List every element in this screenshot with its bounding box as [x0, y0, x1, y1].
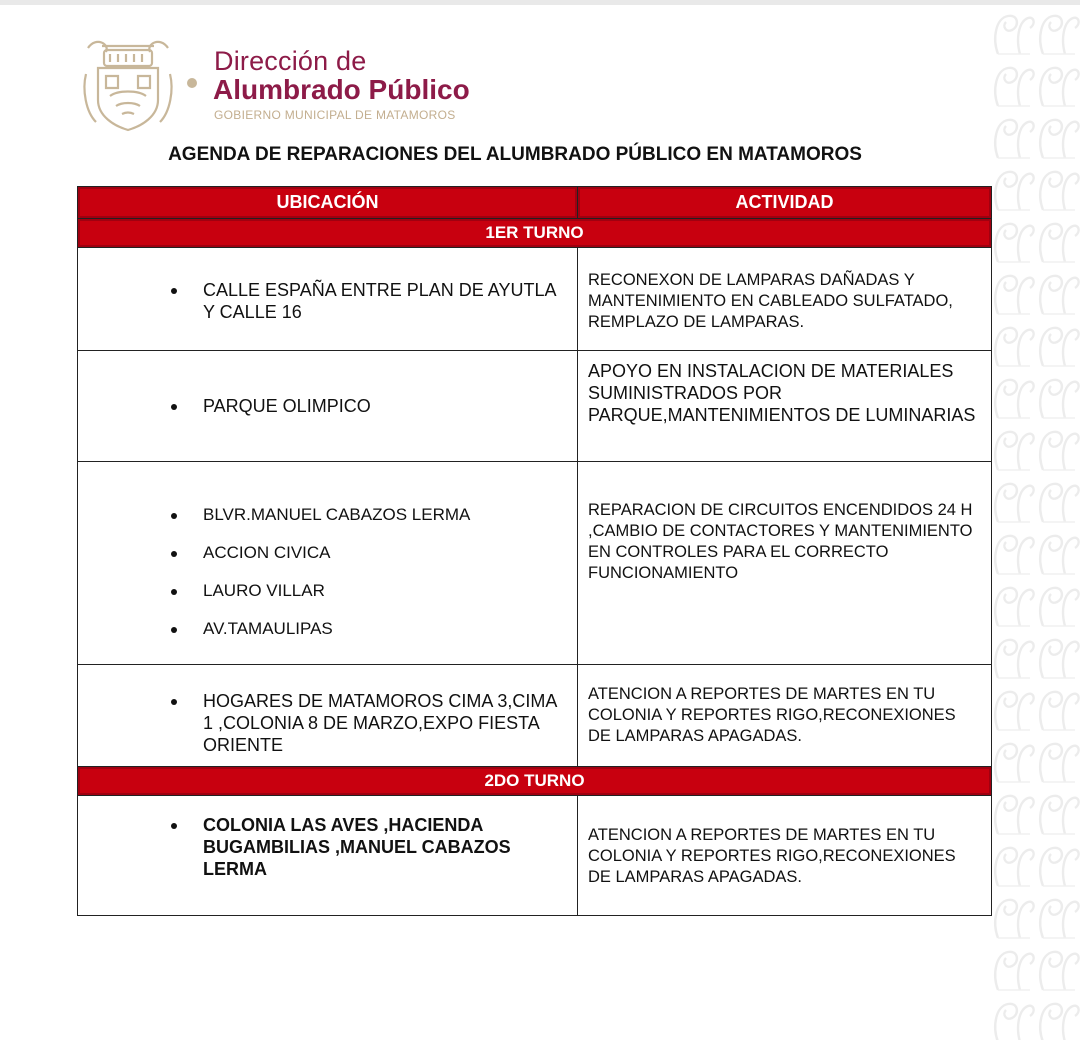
location-cell — [78, 665, 578, 766]
activity-cell: ATENCION A REPORTES DE MARTES EN TU COLONIA Y REPORTES RIGO,RECONEXIONES DE LAMPARAS APAGADAS. — [588, 826, 956, 886]
brand-title-line1: Dirección de — [214, 46, 367, 76]
logo-separator-dot — [187, 78, 197, 88]
activity-cell: RECONEXON DE LAMPARAS DAÑADAS Y MANTENIMIENTO EN CABLEADO SULFATADO, REMPLAZO DE LAMPARAS. — [588, 271, 953, 331]
location-cell — [78, 351, 578, 461]
location-item: LAURO VILLAR — [203, 580, 565, 602]
brand-subtitle: GOBIERNO MUNICIPAL DE MATAMOROS — [214, 108, 456, 122]
table-row — [78, 665, 991, 767]
header-actividad: ACTIVIDAD — [578, 187, 991, 218]
location-cell — [78, 248, 578, 350]
repair-schedule-table — [77, 186, 992, 916]
location-item: HOGARES DE MATAMOROS CIMA 3,CIMA 1 ,COLONIA 8 DE MARZO,EXPO FIESTA ORIENTE — [203, 690, 565, 756]
document-title: AGENDA DE REPARACIONES DEL ALUMBRADO PÚBLICO EN MATAMOROS — [168, 144, 862, 165]
activity-cell: REPARACION DE CIRCUITOS ENCENDIDOS 24 H ,CAMBIO DE CONTACTORES Y MANTENIMIENTO EN CONTROLES PARA EL CORRECTO FUNCIONAMIENTO — [588, 501, 973, 582]
turno-2-band: 2DO TURNO — [78, 767, 991, 796]
header-ubicacion: UBICACIÓN — [78, 187, 578, 218]
location-item: CALLE ESPAÑA ENTRE PLAN DE AYUTLA Y CALLE 16 — [203, 279, 565, 323]
location-item: PARQUE OLIMPICO — [203, 395, 565, 417]
location-item: AV.TAMAULIPAS — [203, 618, 565, 640]
location-item: BLVR.MANUEL CABAZOS LERMA — [203, 504, 565, 526]
table-row — [78, 796, 991, 915]
location-item: ACCION CIVICA — [203, 542, 565, 564]
table-header-row — [78, 187, 991, 219]
activity-cell: APOYO EN INSTALACION DE MATERIALES SUMINISTRADOS POR PARQUE,MANTENIMIENTOS DE LUMINARIAS — [588, 361, 976, 425]
location-cell — [78, 796, 578, 915]
brand-title-line2: Alumbrado Público — [213, 74, 470, 105]
location-item: COLONIA LAS AVES ,HACIENDA BUGAMBILIAS ,MANUEL CABAZOS LERMA — [203, 814, 565, 880]
turno-1-band: 1ER TURNO — [78, 219, 991, 248]
table-row — [78, 351, 991, 462]
activity-cell: ATENCION A REPORTES DE MARTES EN TU COLONIA Y REPORTES RIGO,RECONEXIONES DE LAMPARAS APAGADAS. — [588, 685, 956, 745]
top-border — [0, 0, 1080, 5]
table-row — [78, 248, 991, 351]
table-row — [78, 462, 991, 665]
location-cell — [78, 462, 578, 664]
municipal-coat-of-arms-icon — [80, 34, 176, 134]
